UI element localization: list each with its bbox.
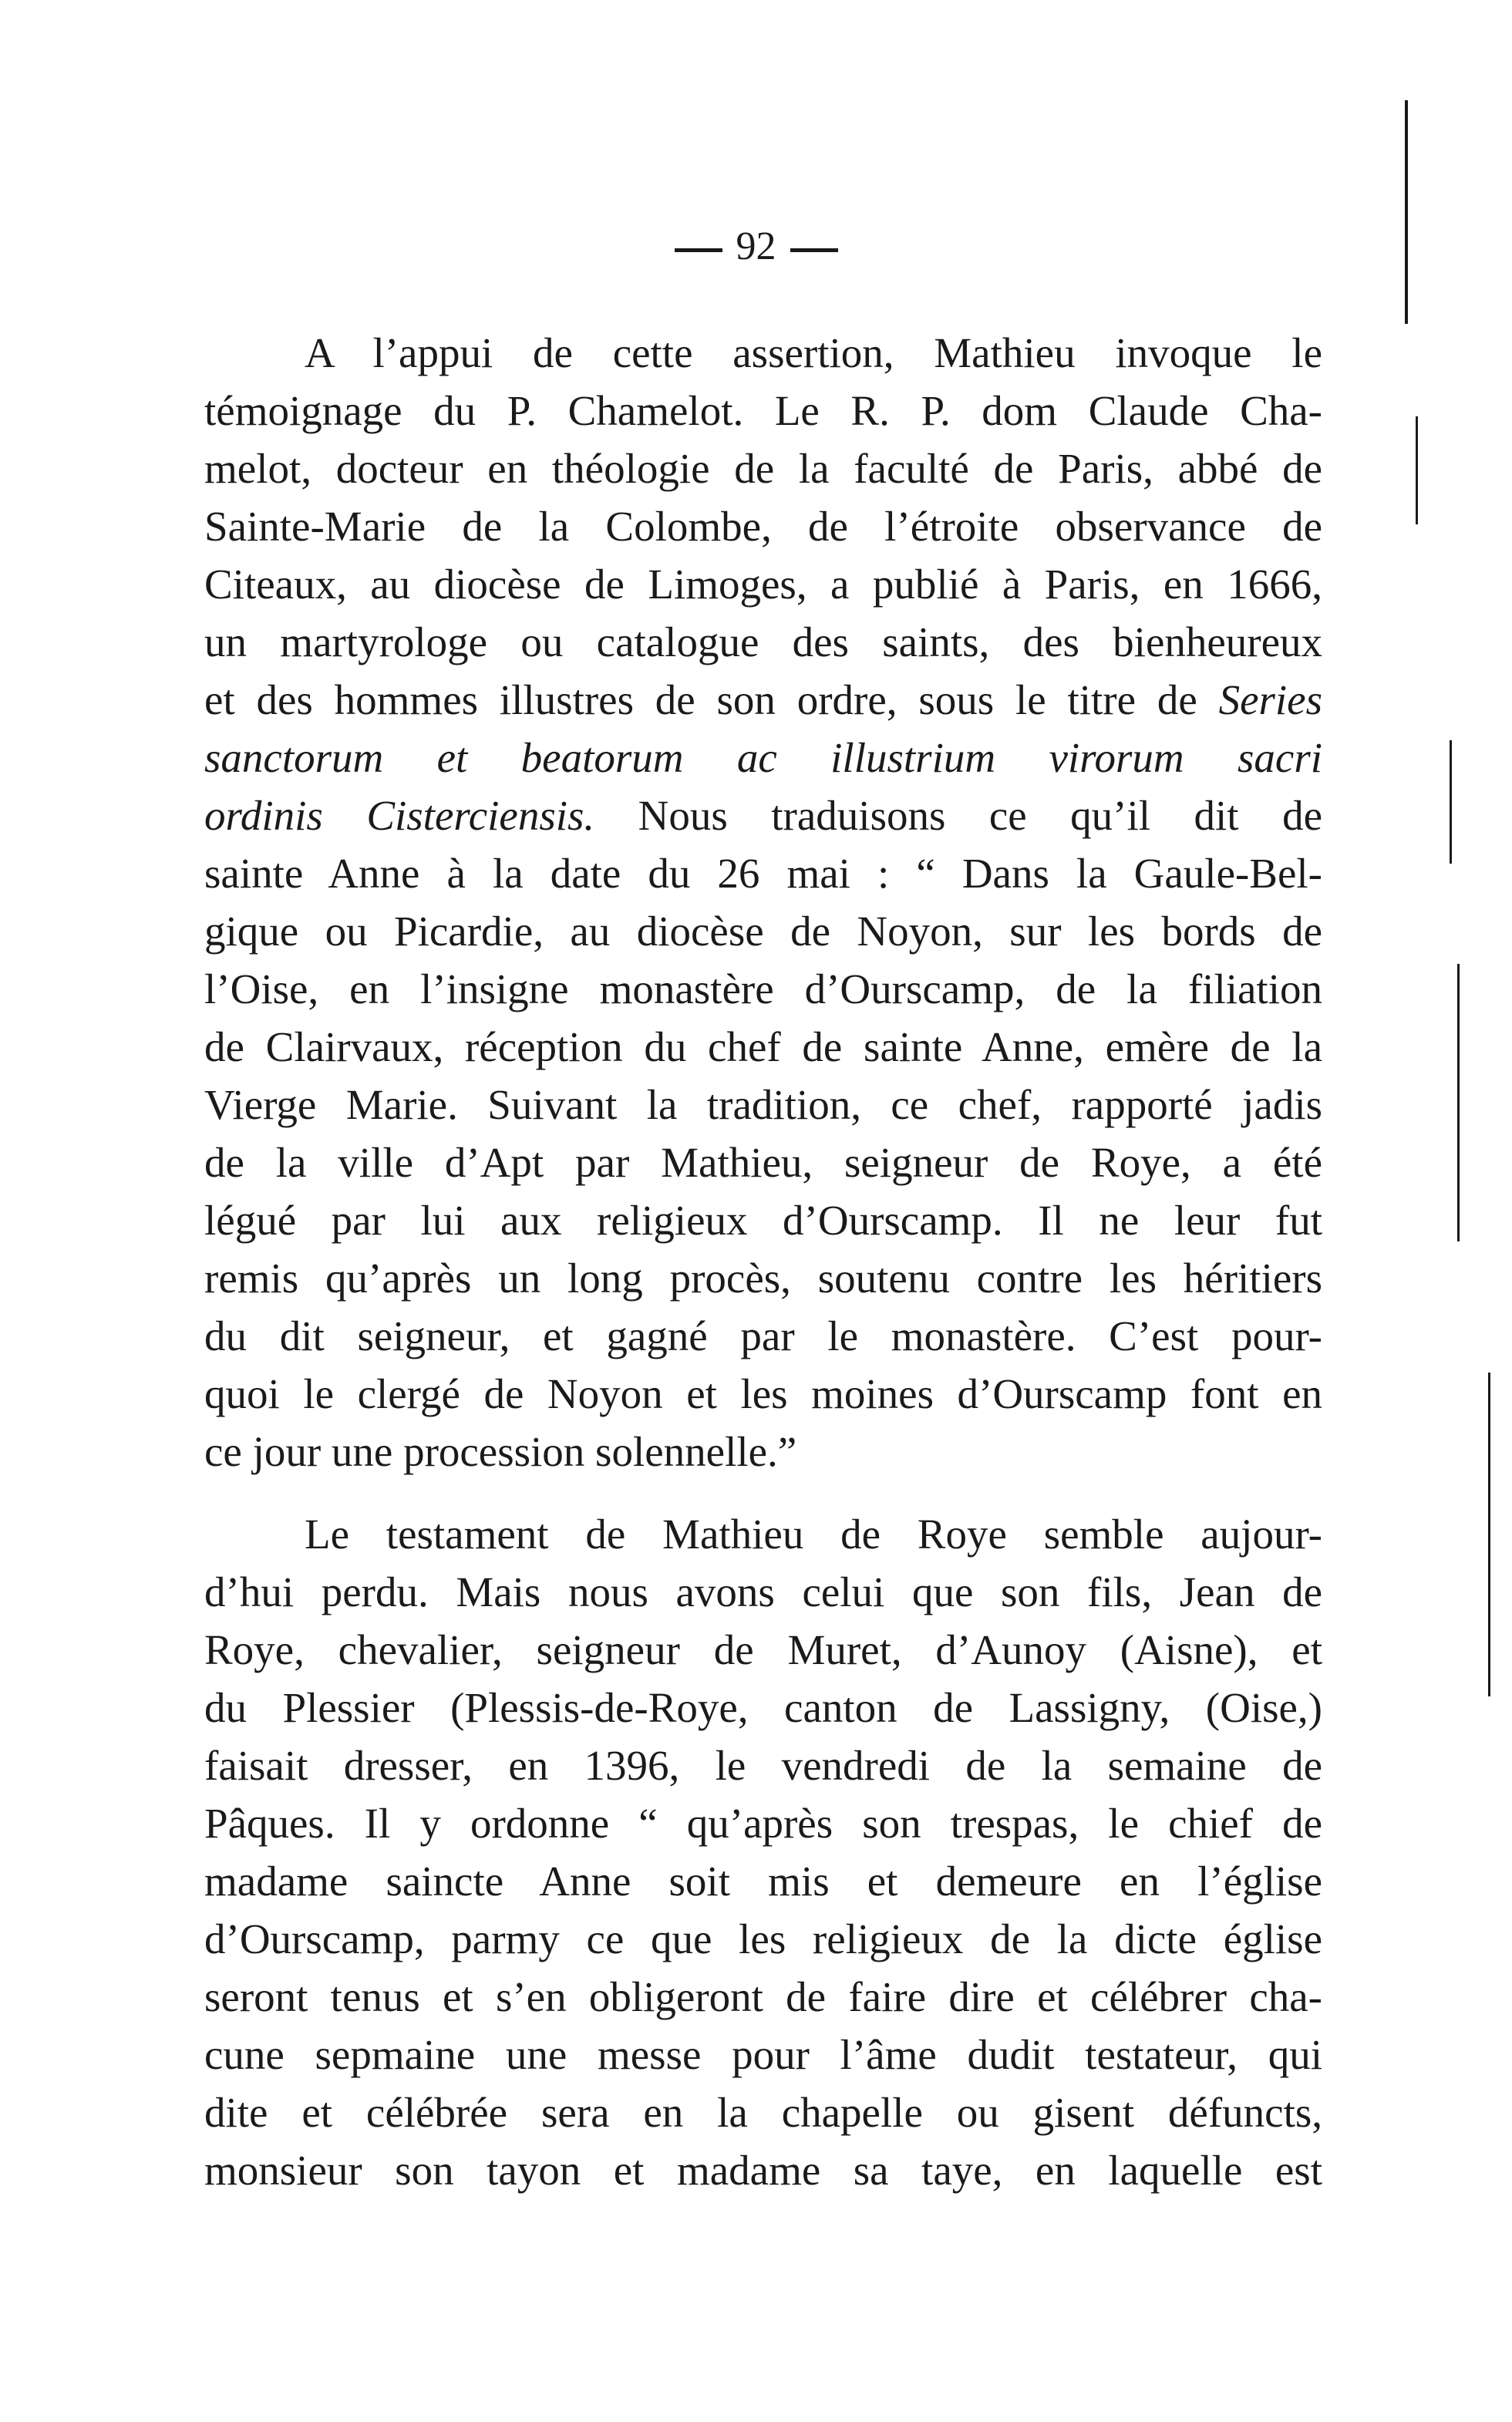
text-line	[204, 1076, 1322, 1134]
text-line	[204, 902, 1322, 960]
text-segment: quoi le clergé de Noyon et les moines d’Ourscamp font en	[204, 1370, 1322, 1417]
page-number-dash-left	[675, 248, 722, 252]
text-segment: Pâques. Il y ordonne “ qu’après son trespas, le chief de	[204, 1800, 1322, 1847]
text-segment: sainte Anne à la date du 26 mai : “ Dans la Gaule-Bel-	[204, 850, 1322, 897]
text-line	[204, 1563, 1322, 1621]
text-line	[204, 960, 1322, 1018]
scan-edge-mark	[1457, 964, 1460, 1241]
text-segment: monsieur son tayon et madame sa taye, en laquelle est	[204, 2147, 1322, 2194]
text-segment: madame saincte Anne soit mis et demeure en l’église	[204, 1858, 1322, 1905]
text-segment: et des hommes illustres de son ordre, sous le titre de	[204, 676, 1219, 723]
text-segment: Nous traduisons ce qu’il dit de	[594, 792, 1322, 839]
text-line	[204, 1968, 1322, 2026]
text-segment: un martyrologe ou catalogue des saints, des bienheureux	[204, 618, 1322, 665]
text-segment: Roye, chevalier, seigneur de Muret, d’Aunoy (Aisne), et	[204, 1626, 1322, 1673]
text-line	[204, 555, 1322, 613]
text-segment: d’Ourscamp, parmy ce que les religieux de la dicte église	[204, 1915, 1322, 1962]
text-line	[204, 324, 1322, 382]
text-segment: melot, docteur en théologie de la faculté de Paris, abbé de	[204, 445, 1322, 492]
text-line	[204, 1307, 1322, 1365]
text-segment: du Plessier (Plessis-de-Roye, canton de Lassigny, (Oise,)	[204, 1684, 1322, 1731]
text-line	[204, 382, 1322, 440]
scan-edge-mark	[1488, 1373, 1490, 1696]
text-segment: remis qu’après un long procès, soutenu contre les héritiers	[204, 1255, 1322, 1302]
text-line	[204, 1621, 1322, 1679]
text-line	[204, 1191, 1322, 1249]
text-line	[204, 844, 1322, 902]
text-segment: ce jour une procession solennelle.”	[204, 1428, 797, 1475]
text-segment: dite et célébrée sera en la chapelle ou gisent défuncts,	[204, 2089, 1322, 2136]
text-line	[204, 497, 1322, 555]
text-line	[204, 787, 1322, 844]
scan-edge-mark	[1450, 740, 1452, 864]
text-line	[204, 671, 1322, 729]
text-line	[204, 729, 1322, 787]
text-line	[204, 1852, 1322, 1910]
text-line	[204, 1249, 1322, 1307]
text-segment: Sainte-Marie de la Colombe, de l’étroite observance de	[204, 503, 1322, 550]
text-segment: Citeaux, au diocèse de Limoges, a publié à Paris, en 1666,	[204, 561, 1322, 608]
text-line	[204, 440, 1322, 497]
text-line	[204, 1505, 1322, 1563]
text-segment: Vierge Marie. Suivant la tradition, ce chef, rapporté jadis	[204, 1081, 1322, 1128]
text-line	[204, 1365, 1322, 1423]
text-segment: d’hui perdu. Mais nous avons celui que son fils, Jean de	[204, 1568, 1322, 1615]
text-segment: de Clairvaux, réception du chef de sainte Anne, emère de la	[204, 1023, 1322, 1070]
text-segment: légué par lui aux religieux d’Ourscamp. Il ne leur fut	[204, 1197, 1322, 1244]
text-segment: gique ou Picardie, au diocèse de Noyon, sur les bords de	[204, 908, 1322, 955]
text-line	[204, 1794, 1322, 1852]
page-number-value: 92	[736, 224, 776, 268]
scan-edge-mark	[1405, 100, 1408, 324]
scan-edge-mark	[1416, 416, 1418, 524]
text-segment: A l’appui de cette assertion, Mathieu invoque le	[305, 329, 1322, 376]
text-segment: faisait dresser, en 1396, le vendredi de la semaine de	[204, 1742, 1322, 1789]
text-line	[204, 2141, 1322, 2199]
page-number	[0, 220, 1512, 274]
text-line	[204, 1736, 1322, 1794]
italic-text: sanctorum et beatorum ac illustrium virorum sacri	[204, 734, 1322, 781]
text-line	[204, 1018, 1322, 1076]
body-text	[204, 324, 1322, 2199]
italic-text: ordinis Cisterciensis.	[204, 792, 595, 839]
text-line	[204, 1134, 1322, 1191]
italic-text: Series	[1218, 676, 1322, 723]
text-segment: de la ville d’Apt par Mathieu, seigneur de Roye, a été	[204, 1139, 1322, 1186]
paragraph-gap	[204, 1480, 1322, 1505]
text-segment: témoignage du P. Chamelot. Le R. P. dom Claude Cha-	[204, 387, 1322, 434]
text-line	[204, 1910, 1322, 1968]
page-number-dash-right	[790, 248, 838, 252]
text-segment: cune sepmaine une messe pour l’âme dudit testateur, qui	[204, 2031, 1322, 2078]
text-line	[204, 2083, 1322, 2141]
text-line	[204, 1679, 1322, 1736]
text-segment: seront tenus et s’en obligeront de faire dire et célébrer cha-	[204, 1973, 1322, 2020]
text-line	[204, 2026, 1322, 2083]
text-segment: Le testament de Mathieu de Roye semble aujour-	[305, 1511, 1322, 1558]
text-segment: du dit seigneur, et gagné par le monastère. C’est pour-	[204, 1312, 1322, 1359]
text-segment: l’Oise, en l’insigne monastère d’Ourscamp, de la filiation	[204, 965, 1322, 1012]
text-line	[204, 613, 1322, 671]
text-line	[204, 1423, 1322, 1480]
